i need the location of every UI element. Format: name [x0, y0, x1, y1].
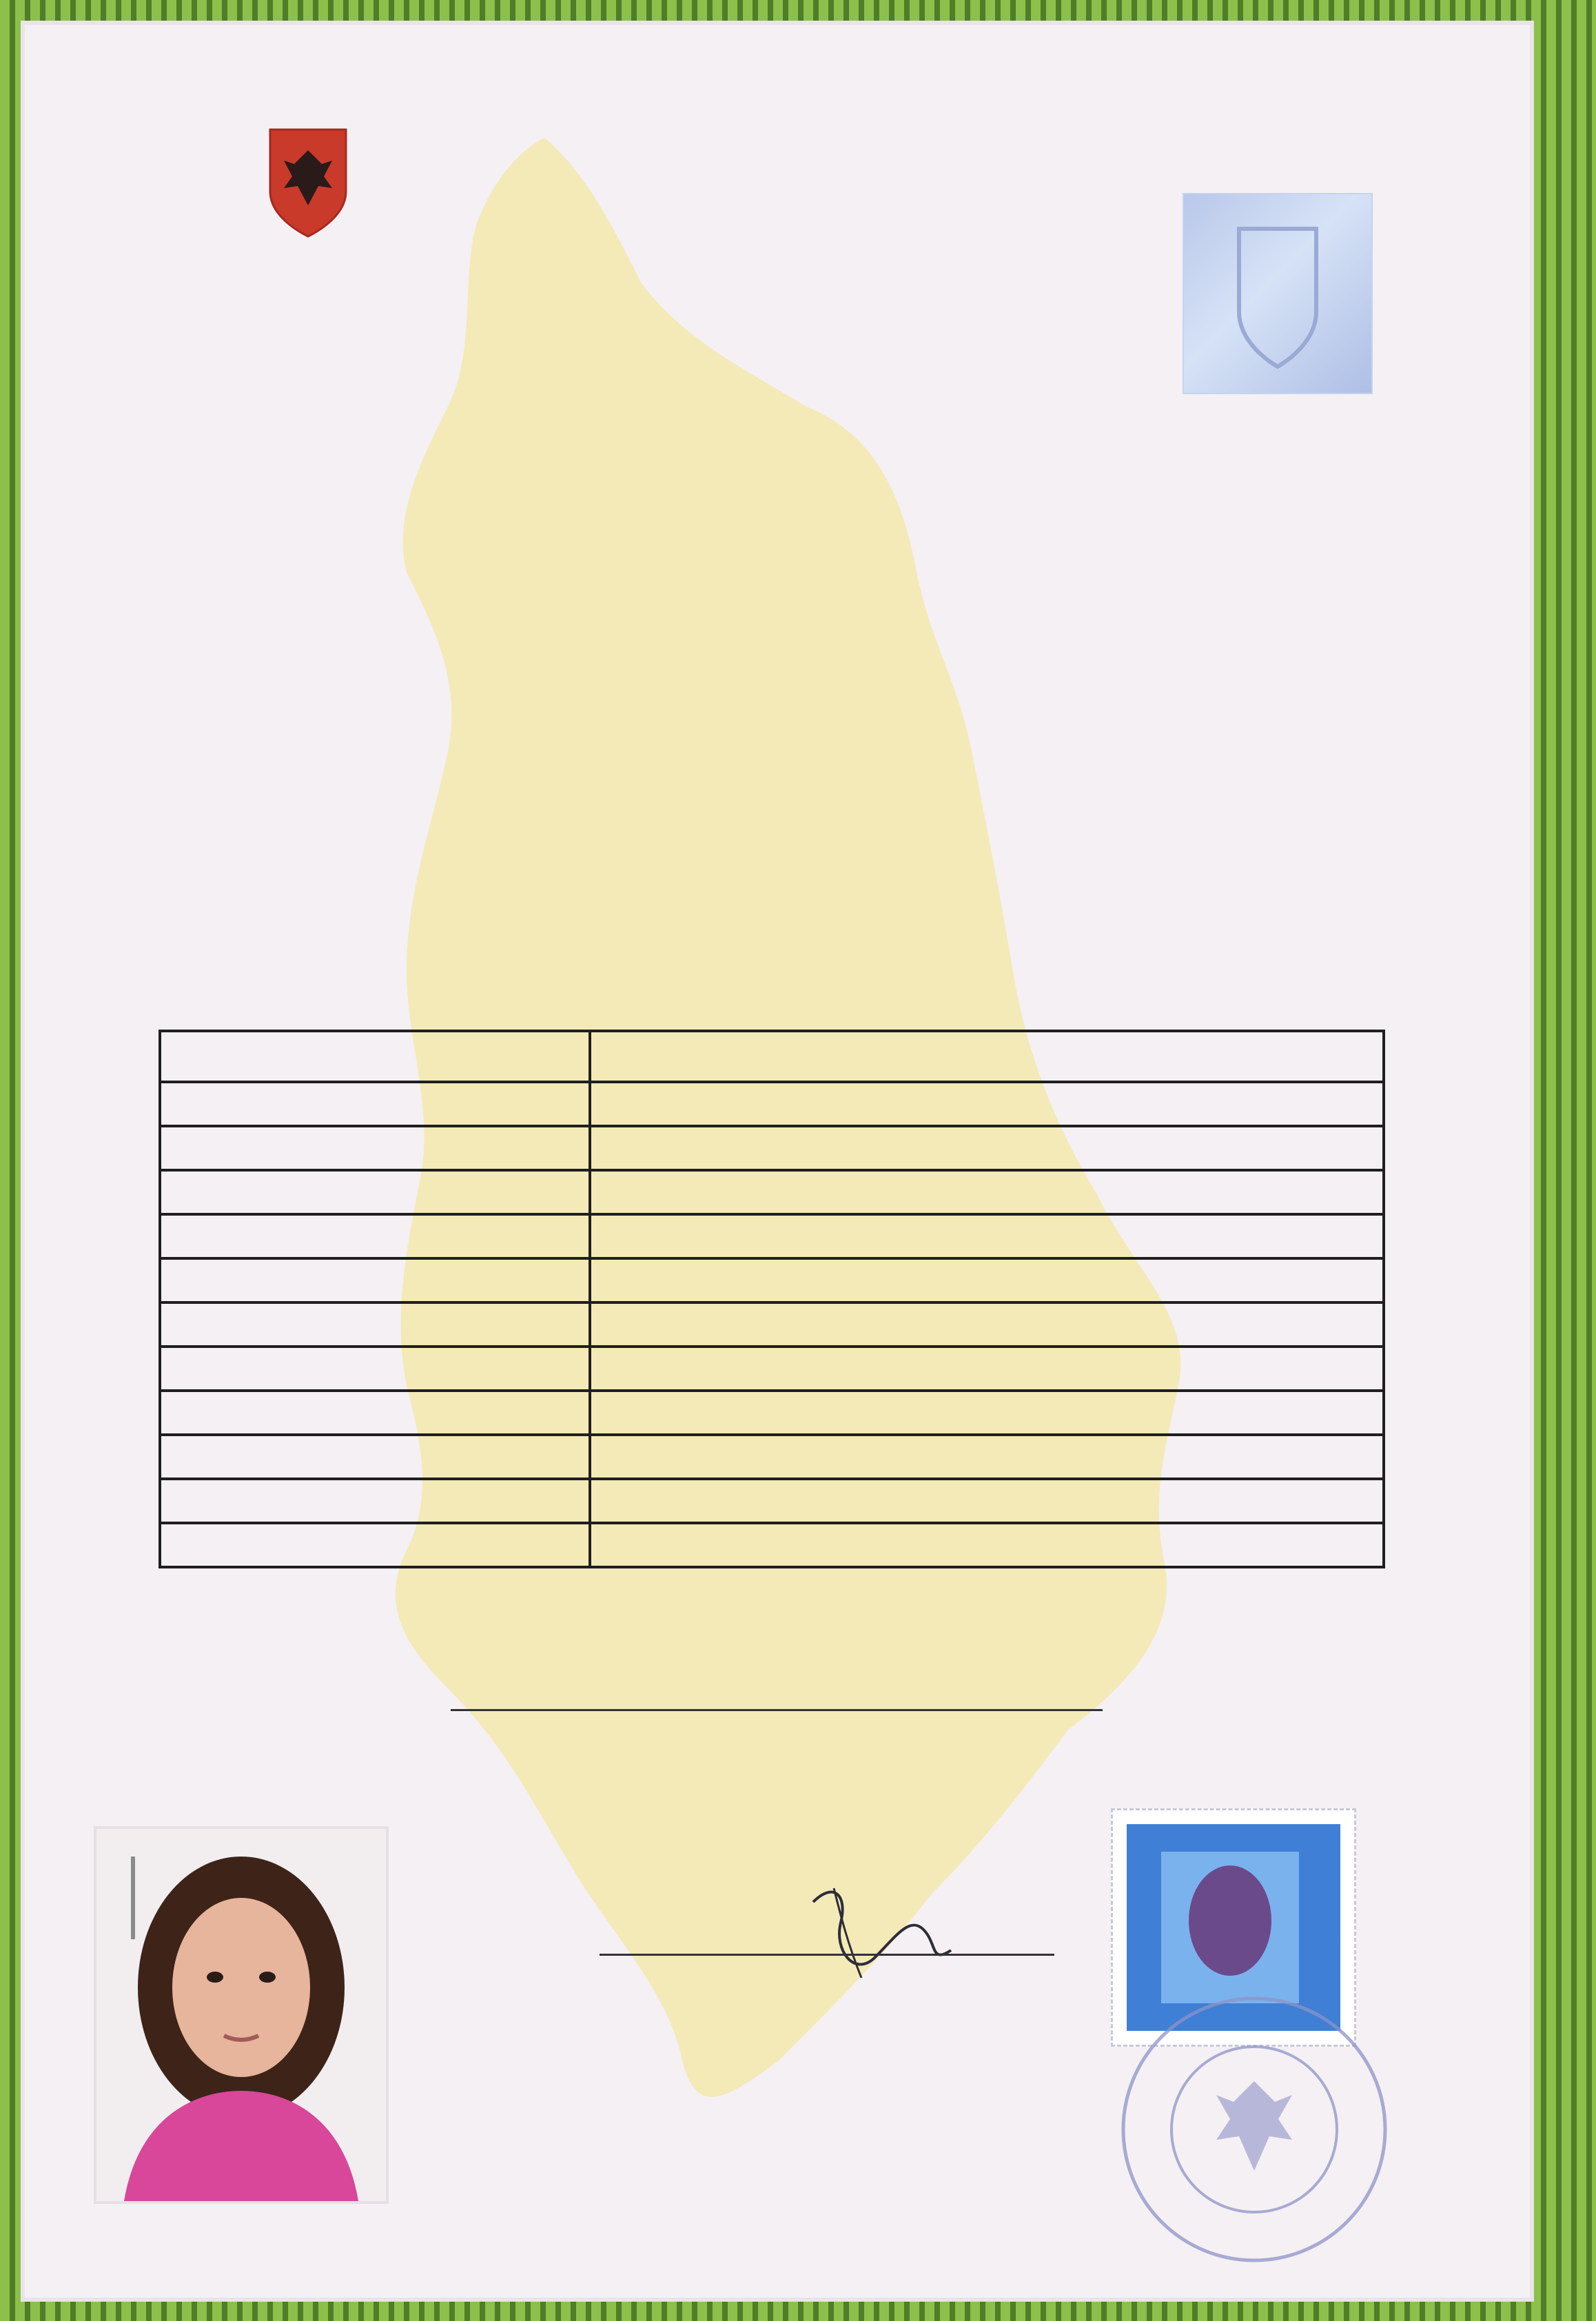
row-label: [160, 1523, 590, 1567]
table-row: [160, 1391, 1384, 1435]
row-value: [590, 1082, 1384, 1126]
signature-line: [600, 1954, 1054, 1956]
table-row: [160, 1214, 1384, 1258]
row-value: [590, 1258, 1384, 1302]
row-value: [590, 1435, 1384, 1479]
row-label: [160, 1126, 590, 1170]
certificate-sheet: [21, 21, 1534, 2302]
table-row: [160, 1258, 1384, 1302]
table-row: [160, 1126, 1384, 1170]
row-value: [590, 1302, 1384, 1347]
row-label: [160, 1082, 590, 1126]
portrait-photo: [94, 1826, 389, 2204]
table-header-row: [160, 1031, 1384, 1082]
row-label: [160, 1479, 590, 1523]
table-row: [160, 1347, 1384, 1391]
table-row: [160, 1523, 1384, 1567]
issuance-underline: [451, 1709, 1103, 1711]
coat-of-arms-icon: [263, 123, 353, 240]
row-label: [160, 1302, 590, 1347]
row-label: [160, 1170, 590, 1214]
hologram-security-seal: [1183, 193, 1373, 394]
row-label: [160, 1391, 590, 1435]
official-seal: [1061, 1985, 1447, 2274]
row-value: [590, 1170, 1384, 1214]
row-value: [590, 1479, 1384, 1523]
table-row: [160, 1302, 1384, 1347]
row-value: [590, 1523, 1384, 1567]
row-value: [590, 1347, 1384, 1391]
table-header-empty: [590, 1031, 1384, 1082]
row-value: [590, 1126, 1384, 1170]
row-value: [590, 1214, 1384, 1258]
table-row: [160, 1435, 1384, 1479]
table-row: [160, 1479, 1384, 1523]
table-row: [160, 1082, 1384, 1126]
table-row: [160, 1170, 1384, 1214]
row-label: [160, 1258, 590, 1302]
civil-registry-office: [81, 534, 96, 569]
table-header: [160, 1031, 590, 1082]
row-value: [590, 1391, 1384, 1435]
row-label: [160, 1347, 590, 1391]
signature: [792, 1874, 972, 1992]
row-label: [160, 1214, 590, 1258]
civil-data-table: [158, 1030, 1385, 1568]
row-label: [160, 1435, 590, 1479]
